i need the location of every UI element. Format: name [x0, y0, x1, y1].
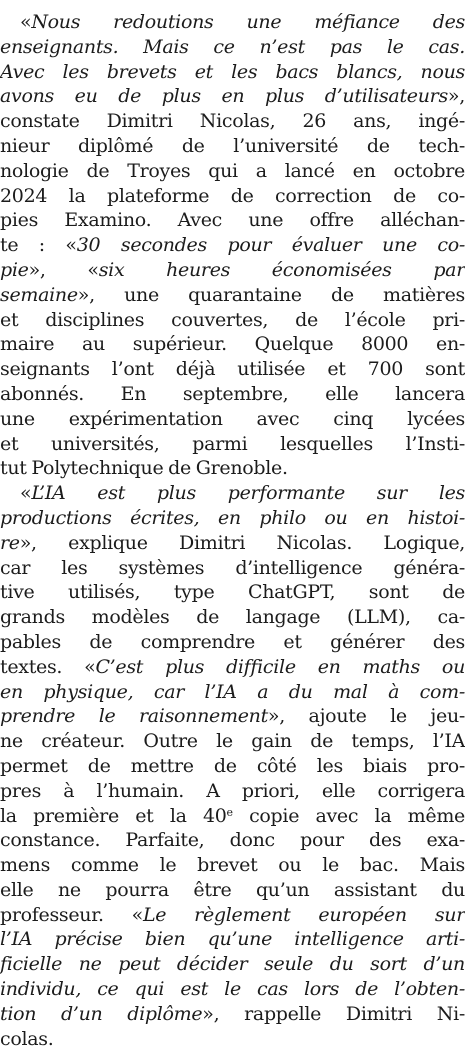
body-text: tut Polytechnique de Grenoble.: [0, 457, 288, 480]
text-line: [0, 605, 465, 630]
body-text: textes. «: [0, 655, 96, 678]
body-text: », «: [28, 258, 99, 281]
text-line: [0, 134, 465, 159]
article-paragraph: [0, 481, 465, 1051]
text-line: [0, 729, 465, 754]
text-line: [0, 481, 465, 506]
body-text: 2024 la plateforme de correction de co-: [0, 184, 465, 207]
body-text: », une quarantaine de matières: [77, 283, 465, 306]
text-line: [0, 655, 465, 680]
text-line: [0, 382, 465, 407]
quote-text: C’est plus difficile en maths ou: [95, 655, 465, 678]
quote-text: individu, ce qui est le cas lors de l’obten-: [0, 978, 465, 1001]
body-text: colas.: [0, 1027, 54, 1050]
body-text: tive utilisés, type ChatGPT, sont de: [0, 581, 465, 604]
text-line: [0, 432, 465, 457]
article-paragraph: [0, 10, 465, 481]
body-text: nologie de Troyes qui a lancé en octobre: [0, 159, 465, 182]
quote-text: re: [0, 531, 20, 554]
quote-text: Avec les brevets et les bacs blancs, nous: [0, 60, 465, 83]
body-text: maire au supérieur. Quelque 8000 en-: [0, 333, 465, 356]
body-text: une expérimentation avec cinq lycées: [0, 407, 465, 430]
text-line: [0, 84, 465, 109]
text-line: [0, 1027, 465, 1051]
quote-text: 30 secondes pour évaluer une co-: [76, 234, 465, 257]
text-line: [0, 456, 465, 481]
body-text: copie avec la même: [232, 804, 465, 827]
body-text: constance. Parfaite, donc pour des exa-: [0, 829, 465, 852]
quote-text: L’IA est plus performante sur les: [31, 482, 465, 505]
body-text: », explique Dimitri Nicolas. Logique,: [19, 531, 465, 554]
body-text: pres à l’humain. A priori, elle corrigera: [0, 779, 465, 802]
body-text: grands modèles de langage (LLM), ca-: [0, 606, 465, 629]
body-text: nieur diplômé de l’université de tech-: [0, 134, 465, 157]
quote-text: semaine: [0, 283, 78, 306]
body-text: abonnés. En septembre, elle lancera: [0, 382, 465, 405]
body-text: «: [20, 482, 32, 505]
text-line: [0, 754, 465, 779]
text-line: [0, 258, 465, 283]
body-text: constate Dimitri Nicolas, 26 ans, ingé-: [0, 110, 465, 133]
text-line: [0, 1002, 465, 1027]
text-line: [0, 184, 465, 209]
text-line: [0, 357, 465, 382]
text-line: [0, 878, 465, 903]
text-line: [0, 804, 465, 829]
quote-text: productions écrites, en philo ou en histoi-: [0, 506, 465, 529]
text-line: [0, 308, 465, 333]
body-text: pables de comprendre et générer des: [0, 630, 465, 653]
quote-text: avons eu de plus en plus d’utilisateurs: [0, 85, 448, 108]
text-line: [0, 332, 465, 357]
quote-text: prendre le raisonnement: [0, 705, 268, 728]
text-line: [0, 60, 465, 85]
body-text: et disciplines couvertes, de l’école pri-: [0, 308, 465, 331]
text-line: [0, 952, 465, 977]
body-text: te : «: [0, 234, 77, 257]
quote-text: tion d’un diplôme: [0, 1002, 203, 1025]
text-line: [0, 109, 465, 134]
quote-text: en physique, car l’IA a du mal à com-: [0, 680, 465, 703]
text-line: [0, 828, 465, 853]
body-text: mens comme le brevet ou le bac. Mais: [0, 854, 465, 877]
body-text: «: [20, 11, 32, 33]
text-line: [0, 35, 465, 60]
text-line: [0, 927, 465, 952]
text-line: [0, 903, 465, 928]
body-text: ne créateur. Outre le gain de temps, l’IA: [0, 730, 465, 753]
quote-text: l’IA précise bien qu’une intelligence arti-: [0, 928, 465, 951]
text-line: [0, 233, 465, 258]
ordinal-superscript: e: [226, 805, 233, 819]
text-line: [0, 283, 465, 308]
text-line: [0, 506, 465, 531]
body-text: »,: [447, 85, 465, 108]
text-line: [0, 10, 465, 35]
body-text: et universités, parmi lesquelles l’Insti-: [0, 432, 465, 455]
text-line: [0, 630, 465, 655]
body-text: professeur. «: [0, 903, 143, 926]
body-text: pies Examino. Avec une offre alléchan-: [0, 209, 465, 232]
text-line: [0, 580, 465, 605]
text-line: [0, 556, 465, 581]
quote-text: Nous redoutions une méfiance des: [31, 11, 465, 33]
body-text: elle ne pourra être qu’un assistant du: [0, 878, 465, 901]
body-text: car les systèmes d’intelligence généra-: [0, 556, 465, 579]
text-line: [0, 680, 465, 705]
quote-text: ficielle ne peut décider seule du sort d’un: [0, 953, 465, 976]
body-text: la première et la 40: [0, 804, 227, 827]
text-line: [0, 977, 465, 1002]
body-text: permet de mettre de côté les biais pro-: [0, 754, 465, 777]
text-line: [0, 159, 465, 184]
text-line: [0, 779, 465, 804]
text-line: [0, 531, 465, 556]
body-text: seignants l’ont déjà utilisée et 700 sont: [0, 358, 465, 381]
quote-text: enseignants. Mais ce n’est pas le cas.: [0, 35, 465, 58]
text-line: [0, 208, 465, 233]
text-line: [0, 853, 465, 878]
body-text: », rappelle Dimitri Ni-: [202, 1002, 465, 1025]
text-line: [0, 407, 465, 432]
quote-text: six heures économisées par: [98, 258, 465, 281]
quote-text: Le règlement européen sur: [142, 903, 465, 926]
body-text: », ajoute le jeu-: [267, 705, 465, 728]
text-line: [0, 704, 465, 729]
quote-text: pie: [0, 258, 29, 281]
